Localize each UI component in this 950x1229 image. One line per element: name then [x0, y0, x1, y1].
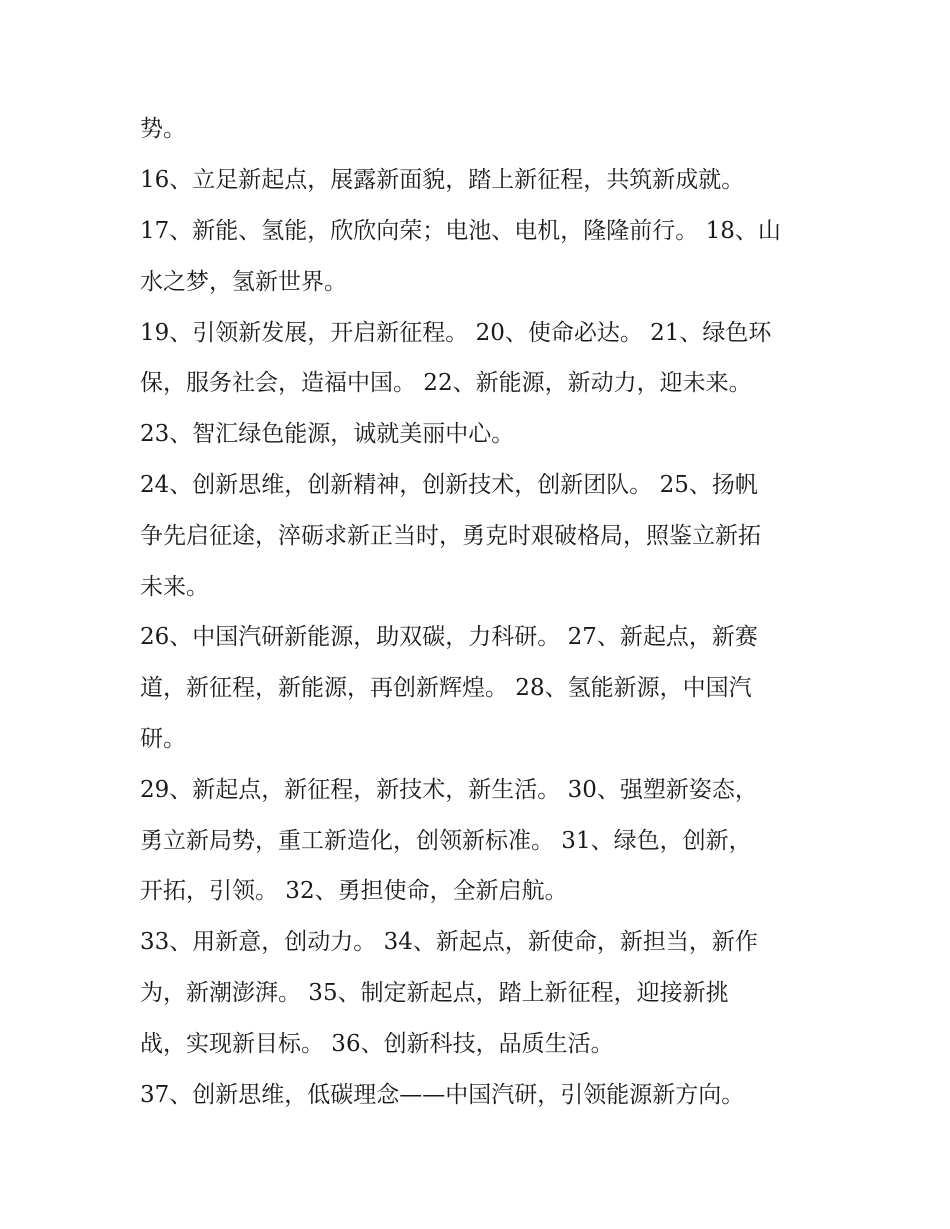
text-line-10: 未来。 [140, 574, 209, 600]
text-line-5: 19、引领新发展，开启新征程。 20、使命必达。 21、绿色环 [140, 320, 772, 346]
text-line-8: 24、创新思维，创新精神，创新技术，创新团队。 25、扬帆 [140, 472, 758, 498]
text-line-20: 37、创新思维，低碳理念——中国汽研，引领能源新方向。 [140, 1082, 745, 1108]
text-line-15: 勇立新局势，重工新造化，创领新标准。 31、绿色，创新， [140, 828, 752, 854]
text-line-2: 16、立足新起点，展露新面貌，踏上新征程，共筑新成就。 [140, 167, 745, 193]
text-line-16: 开拓，引领。 32、勇担使命，全新启航。 [140, 878, 568, 904]
text-line-11: 26、中国汽研新能源，助双碳，力科研。 27、新起点，新赛 [140, 624, 758, 650]
text-line-6: 保，服务社会，造福中国。 22、新能源，新动力，迎未来。 [140, 370, 752, 396]
text-line-9: 争先启征途，淬砺求新正当时，勇克时艰破格局，照鉴立新拓 [140, 523, 761, 549]
text-line-18: 为，新潮澎湃。 35、制定新起点，踏上新征程，迎接新挑 [140, 980, 729, 1006]
text-line-12: 道，新征程，新能源，再创新辉煌。 28、氢能新源，中国汽 [140, 675, 752, 701]
text-line-19: 战，实现新目标。 36、创新科技，品质生活。 [140, 1031, 614, 1057]
text-line-17: 33、用新意，创动力。 34、新起点，新使命，新担当，新作 [140, 929, 758, 955]
text-line-13: 研。 [140, 726, 186, 752]
text-line-7: 23、智汇绿色能源，诚就美丽中心。 [140, 421, 515, 447]
text-line-3: 17、新能、氢能，欣欣向荣；电池、电机，隆隆前行。 18、山 [140, 218, 781, 244]
text-line-1: 势。 [140, 116, 186, 142]
text-line-4: 水之梦，氢新世界。 [140, 269, 347, 295]
text-line-14: 29、新起点，新征程，新技术，新生活。 30、强塑新姿态， [140, 777, 758, 803]
